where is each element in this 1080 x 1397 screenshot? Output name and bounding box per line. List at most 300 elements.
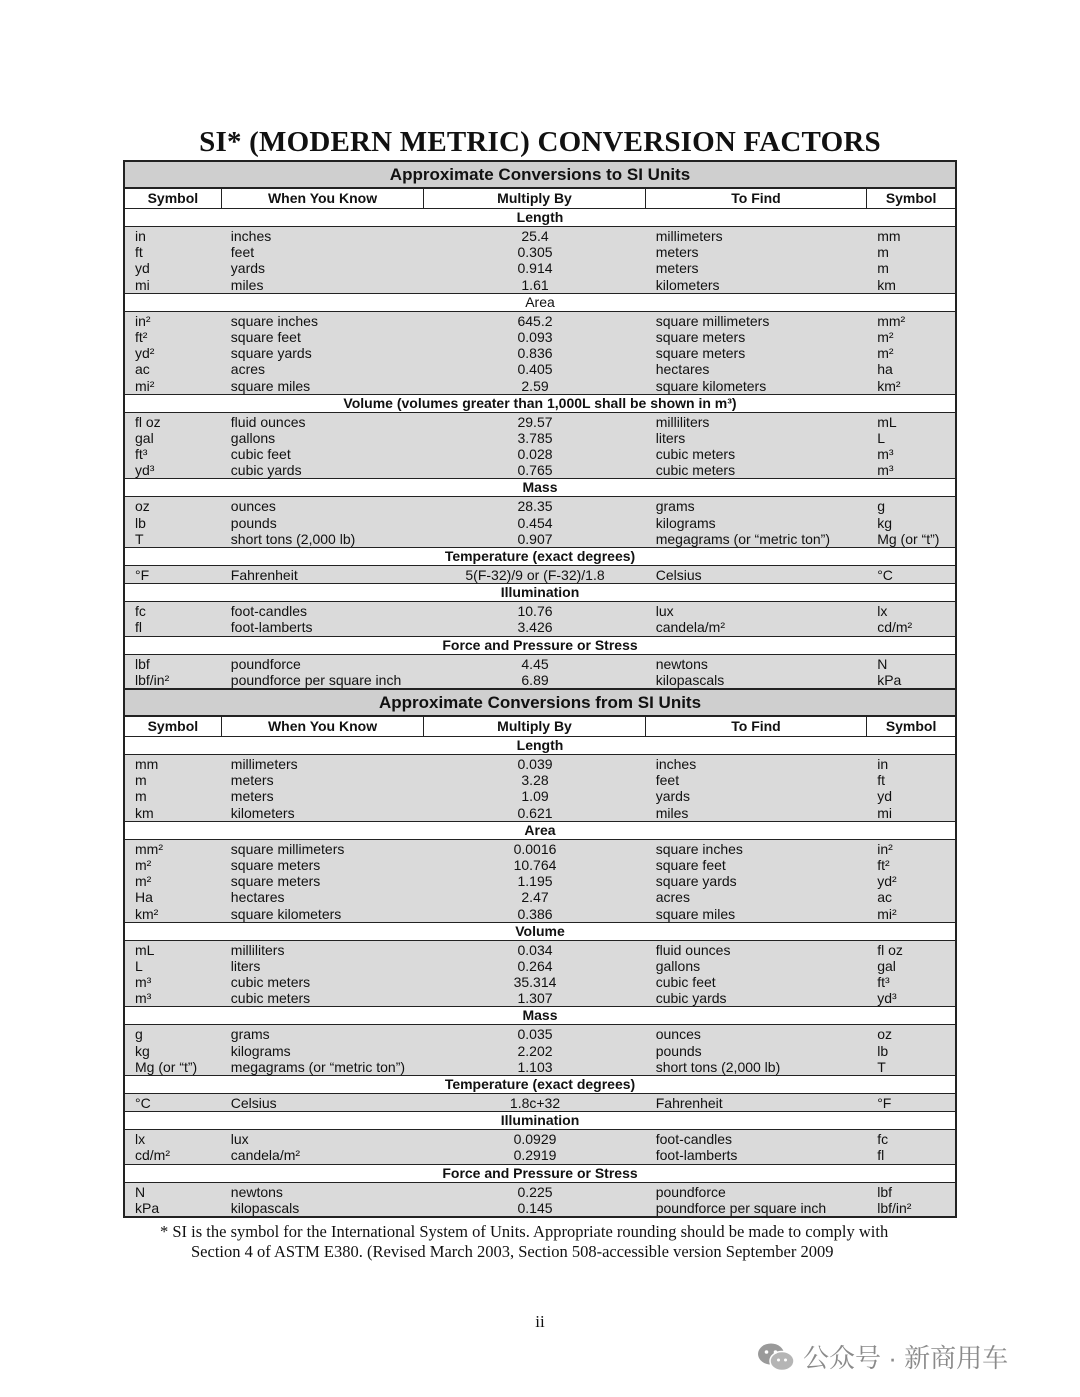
section-body bbox=[125, 1130, 955, 1164]
cell-symbol-result: m bbox=[877, 260, 889, 277]
table-banner: Approximate Conversions from SI Units bbox=[125, 690, 955, 717]
cell-to-find: foot-candles bbox=[655, 1131, 733, 1148]
cell-symbol-result: ft bbox=[877, 772, 885, 789]
cell-when-you-know: kilometers bbox=[230, 804, 295, 821]
cell-symbol: lx bbox=[135, 1131, 146, 1148]
cell-when-you-know: candela/m² bbox=[230, 1147, 301, 1164]
cell-to-find: kilometers bbox=[655, 276, 720, 293]
cell-symbol-result: lx bbox=[877, 603, 888, 620]
cell-symbol: g bbox=[135, 1026, 143, 1043]
cell-multiply-by: 0.028 bbox=[517, 446, 553, 463]
wechat-icon bbox=[757, 1342, 795, 1372]
cell-multiply-by: 1.307 bbox=[517, 990, 553, 1007]
cell-when-you-know: cubic feet bbox=[230, 446, 291, 463]
cell-when-you-know: square millimeters bbox=[230, 840, 345, 857]
cell-symbol-result: lb bbox=[877, 1042, 889, 1059]
cell-when-you-know: Celsius bbox=[230, 1095, 277, 1111]
cell-when-you-know: kilopascals bbox=[230, 1199, 300, 1216]
cell-symbol: fl oz bbox=[135, 413, 161, 430]
cell-symbol-result: m³ bbox=[877, 462, 894, 479]
cell-symbol-result: T bbox=[877, 1058, 886, 1075]
cell-to-find: newtons bbox=[655, 655, 708, 672]
column-header-row bbox=[125, 189, 955, 209]
cell-multiply-by: 0.405 bbox=[517, 361, 553, 378]
cell-when-you-know: square kilometers bbox=[230, 905, 342, 922]
cell-symbol: in² bbox=[135, 312, 151, 329]
conversion-table-to-si bbox=[123, 160, 957, 690]
cell-symbol: N bbox=[135, 1183, 146, 1200]
cell-to-find: poundforce per square inch bbox=[655, 1199, 827, 1216]
cell-multiply-by: 5(F-32)/9 or (F-32)/1.8 bbox=[465, 567, 605, 583]
cell-symbol: °C bbox=[135, 1095, 151, 1111]
cell-to-find: millimeters bbox=[655, 228, 723, 244]
cell-symbol: km bbox=[135, 804, 154, 821]
cell-symbol: ft³ bbox=[135, 446, 148, 463]
section-title: Force and Pressure or Stress bbox=[125, 637, 955, 655]
table-row bbox=[125, 531, 955, 547]
table-row bbox=[125, 990, 955, 1006]
cell-to-find: feet bbox=[655, 772, 680, 789]
cell-symbol: Ha bbox=[135, 889, 153, 906]
header-symbol-result: Symbol bbox=[885, 190, 937, 206]
cell-symbol-result: kPa bbox=[877, 671, 902, 688]
cell-symbol-result: m bbox=[877, 244, 889, 261]
cell-when-you-know: cubic yards bbox=[230, 462, 302, 479]
cell-symbol: fc bbox=[135, 603, 146, 620]
cell-when-you-know: ounces bbox=[230, 498, 276, 515]
cell-symbol: ft bbox=[135, 244, 143, 261]
cell-symbol-result: gal bbox=[877, 957, 896, 974]
cell-symbol-result: lbf/in² bbox=[877, 1199, 912, 1216]
cell-symbol-result: °F bbox=[877, 1095, 892, 1111]
cell-symbol: m bbox=[135, 788, 147, 805]
cell-to-find: liters bbox=[655, 429, 686, 446]
table-row bbox=[125, 414, 955, 430]
cell-symbol: °F bbox=[135, 567, 150, 583]
cell-when-you-know: square yards bbox=[230, 345, 312, 362]
cell-to-find: cubic meters bbox=[655, 446, 736, 463]
cell-multiply-by: 0.145 bbox=[517, 1199, 553, 1216]
cell-symbol-result: mi² bbox=[877, 905, 897, 922]
cell-symbol-result: mm² bbox=[877, 312, 906, 329]
cell-to-find: square millimeters bbox=[655, 312, 770, 329]
cell-to-find: meters bbox=[655, 260, 699, 277]
cell-multiply-by: 2.59 bbox=[521, 377, 549, 394]
cell-multiply-by: 0.621 bbox=[517, 804, 553, 821]
cell-when-you-know: miles bbox=[230, 276, 264, 293]
table-row bbox=[125, 378, 955, 394]
cell-to-find: square inches bbox=[655, 840, 743, 857]
cell-symbol-result: L bbox=[877, 429, 885, 446]
cell-symbol: in bbox=[135, 228, 146, 244]
section-body bbox=[125, 1025, 955, 1076]
cell-to-find: candela/m² bbox=[655, 619, 725, 636]
table-row bbox=[125, 1131, 955, 1147]
cell-symbol: gal bbox=[135, 429, 154, 446]
cell-multiply-by: 6.89 bbox=[521, 671, 549, 688]
table-row bbox=[125, 313, 955, 329]
table-row bbox=[125, 656, 955, 672]
cell-multiply-by: 0.034 bbox=[517, 941, 553, 958]
table-row bbox=[125, 345, 955, 361]
section-title: Force and Pressure or Stress bbox=[125, 1165, 955, 1183]
cell-symbol: mi² bbox=[135, 377, 155, 394]
header-multiply-by: Multiply By bbox=[424, 189, 645, 208]
cell-symbol-result: km bbox=[877, 276, 896, 293]
cell-symbol: ac bbox=[135, 361, 150, 378]
table-row bbox=[125, 1095, 955, 1111]
cell-multiply-by: 1.61 bbox=[521, 276, 549, 293]
cell-when-you-know: fluid ounces bbox=[230, 413, 306, 430]
section-body bbox=[125, 941, 955, 1008]
cell-when-you-know: square meters bbox=[230, 873, 321, 890]
cell-symbol: mL bbox=[135, 941, 155, 958]
cell-multiply-by: 1.09 bbox=[521, 788, 549, 805]
cell-symbol: ft² bbox=[135, 328, 148, 345]
cell-to-find: fluid ounces bbox=[655, 941, 731, 958]
cell-when-you-know: meters bbox=[230, 788, 274, 805]
cell-to-find: grams bbox=[655, 498, 695, 515]
cell-to-find: pounds bbox=[655, 1042, 702, 1059]
cell-to-find: gallons bbox=[655, 957, 701, 974]
cell-multiply-by: 4.45 bbox=[521, 655, 549, 672]
table-row bbox=[125, 873, 955, 889]
cell-when-you-know: megagrams (or “metric ton”) bbox=[230, 1058, 406, 1075]
section-body bbox=[125, 1094, 955, 1112]
cell-to-find: miles bbox=[655, 804, 689, 821]
header-symbol: Symbol bbox=[125, 717, 222, 736]
cell-symbol-result: in bbox=[877, 756, 889, 772]
section-title: Temperature (exact degrees) bbox=[125, 548, 955, 566]
cell-to-find: poundforce bbox=[655, 1183, 726, 1200]
table-row bbox=[125, 1200, 955, 1216]
cell-when-you-know: cubic meters bbox=[230, 974, 311, 991]
section-body bbox=[125, 312, 955, 395]
cell-symbol: m³ bbox=[135, 990, 152, 1007]
table-row bbox=[125, 772, 955, 788]
section-title: Mass bbox=[125, 479, 955, 497]
section-title: Illumination bbox=[125, 1112, 955, 1130]
cell-multiply-by: 0.039 bbox=[517, 756, 553, 772]
table-row bbox=[125, 1043, 955, 1059]
cell-to-find: cubic meters bbox=[655, 462, 736, 479]
cell-symbol-result: in² bbox=[877, 840, 893, 857]
table-row bbox=[125, 446, 955, 462]
table-row bbox=[125, 329, 955, 345]
table-row bbox=[125, 619, 955, 635]
cell-multiply-by: 28.35 bbox=[517, 498, 553, 515]
cell-symbol-result: ac bbox=[877, 889, 892, 906]
cell-to-find: square kilometers bbox=[655, 377, 767, 394]
header-to-find: To Find bbox=[646, 717, 867, 736]
cell-to-find: Celsius bbox=[655, 567, 702, 583]
cell-symbol-result: cd/m² bbox=[877, 619, 913, 636]
footnote bbox=[160, 1222, 960, 1262]
table-row bbox=[125, 672, 955, 688]
table-row bbox=[125, 958, 955, 974]
cell-symbol: cd/m² bbox=[135, 1147, 170, 1164]
cell-when-you-know: yards bbox=[230, 260, 266, 277]
cell-multiply-by: 1.195 bbox=[517, 873, 553, 890]
section-body bbox=[125, 655, 955, 688]
table-row bbox=[125, 567, 955, 583]
cell-symbol-result: mL bbox=[877, 413, 897, 430]
cell-when-you-know: grams bbox=[230, 1026, 270, 1043]
cell-when-you-know: poundforce bbox=[230, 655, 301, 672]
cell-when-you-know: square inches bbox=[230, 312, 318, 329]
table-row bbox=[125, 228, 955, 244]
cell-to-find: hectares bbox=[655, 361, 710, 378]
column-header-row bbox=[125, 717, 955, 737]
cell-to-find: meters bbox=[655, 244, 699, 261]
cell-symbol-result: N bbox=[877, 655, 888, 672]
cell-symbol-result: lbf bbox=[877, 1183, 892, 1200]
header-when-you-know: When You Know bbox=[222, 717, 425, 736]
cell-symbol: lbf bbox=[135, 655, 150, 672]
section-body bbox=[125, 227, 955, 294]
table-row bbox=[125, 430, 955, 446]
cell-multiply-by: 0.2919 bbox=[513, 1147, 557, 1164]
cell-to-find: acres bbox=[655, 889, 690, 906]
cell-when-you-know: square miles bbox=[230, 377, 311, 394]
cell-symbol: m bbox=[135, 772, 147, 789]
cell-when-you-know: gallons bbox=[230, 429, 276, 446]
section-title: Length bbox=[125, 209, 955, 227]
page-title: SI* (MODERN METRIC) CONVERSION FACTORS bbox=[199, 126, 881, 158]
cell-symbol: mi bbox=[135, 276, 150, 293]
section-body bbox=[125, 602, 955, 636]
cell-symbol-result: yd² bbox=[877, 873, 897, 890]
cell-symbol: m² bbox=[135, 873, 152, 890]
cell-to-find: yards bbox=[655, 788, 690, 805]
cell-when-you-know: foot-lamberts bbox=[230, 619, 313, 636]
table-row bbox=[125, 974, 955, 990]
table-row bbox=[125, 244, 955, 260]
section-body bbox=[125, 1183, 955, 1216]
header-multiply-by: Multiply By bbox=[424, 717, 645, 736]
cell-symbol-result: ft² bbox=[877, 856, 890, 873]
table-row bbox=[125, 260, 955, 276]
section-title: Mass bbox=[125, 1007, 955, 1025]
table-row bbox=[125, 857, 955, 873]
cell-to-find: short tons (2,000 lb) bbox=[655, 1058, 781, 1075]
section-body bbox=[125, 755, 955, 822]
table-row bbox=[125, 1026, 955, 1042]
cell-multiply-by: 10.76 bbox=[517, 603, 553, 620]
cell-symbol-result: kg bbox=[877, 514, 892, 531]
footnote-line-1: * SI is the symbol for the International System of Units. Appropriate rounding should be made to comply with bbox=[160, 1222, 889, 1241]
cell-multiply-by: 0.0016 bbox=[513, 840, 557, 857]
cell-multiply-by: 645.2 bbox=[517, 312, 553, 329]
cell-symbol-result: yd³ bbox=[877, 990, 897, 1007]
cell-symbol-result: fc bbox=[877, 1131, 889, 1148]
cell-when-you-know: liters bbox=[230, 957, 261, 974]
cell-when-you-know: milliliters bbox=[230, 941, 285, 958]
section-title: Temperature (exact degrees) bbox=[125, 1076, 955, 1094]
section-body bbox=[125, 840, 955, 923]
header-symbol: Symbol bbox=[125, 189, 222, 208]
cell-multiply-by: 0.914 bbox=[517, 260, 553, 277]
section-title: Area bbox=[125, 822, 955, 840]
cell-symbol: yd³ bbox=[135, 462, 155, 479]
table-row bbox=[125, 515, 955, 531]
cell-when-you-know: short tons (2,000 lb) bbox=[230, 530, 356, 547]
watermark-text: 公众号 · 新商用车 bbox=[803, 1343, 1009, 1373]
table-row bbox=[125, 906, 955, 922]
cell-to-find: square miles bbox=[655, 905, 736, 922]
cell-when-you-know: feet bbox=[230, 244, 255, 261]
section-body bbox=[125, 497, 955, 548]
cell-multiply-by: 0.907 bbox=[517, 530, 553, 547]
cell-symbol-result: m² bbox=[877, 345, 894, 362]
table-row bbox=[125, 361, 955, 377]
table-row bbox=[125, 498, 955, 514]
cell-symbol-result: fl bbox=[877, 1147, 885, 1164]
footnote-line-2: Section 4 of ASTM E380. (Revised March 2003, Section 508-accessible version September 2009 bbox=[191, 1242, 834, 1261]
cell-symbol: lbf/in² bbox=[135, 671, 170, 688]
cell-multiply-by: 1.8c+32 bbox=[509, 1095, 561, 1111]
cell-multiply-by: 0.765 bbox=[517, 462, 553, 479]
cell-symbol: lb bbox=[135, 514, 146, 531]
table-row bbox=[125, 603, 955, 619]
cell-multiply-by: 3.426 bbox=[517, 619, 553, 636]
cell-when-you-know: millimeters bbox=[230, 756, 298, 772]
table-row bbox=[125, 1184, 955, 1200]
cell-symbol-result: m² bbox=[877, 328, 894, 345]
cell-when-you-know: acres bbox=[230, 361, 266, 378]
cell-to-find: Fahrenheit bbox=[655, 1095, 723, 1111]
cell-multiply-by: 3.785 bbox=[517, 429, 553, 446]
cell-to-find: square feet bbox=[655, 856, 726, 873]
cell-symbol: yd bbox=[135, 260, 150, 277]
cell-symbol: kPa bbox=[135, 1199, 160, 1216]
cell-symbol-result: yd bbox=[877, 788, 892, 805]
cell-multiply-by: 10.764 bbox=[513, 856, 557, 873]
cell-when-you-know: foot-candles bbox=[230, 603, 308, 620]
cell-to-find: lux bbox=[655, 603, 674, 620]
cell-when-you-know: pounds bbox=[230, 514, 277, 531]
cell-to-find: kilograms bbox=[655, 514, 716, 531]
page-number: ii bbox=[535, 1312, 545, 1331]
cell-multiply-by: 0.454 bbox=[517, 514, 553, 531]
cell-when-you-know: newtons bbox=[230, 1183, 283, 1200]
cell-multiply-by: 0.0929 bbox=[513, 1131, 557, 1148]
cell-multiply-by: 0.093 bbox=[517, 328, 553, 345]
section-body bbox=[125, 566, 955, 584]
cell-multiply-by: 25.4 bbox=[521, 228, 549, 244]
cell-symbol-result: mm bbox=[877, 228, 901, 244]
table-row bbox=[125, 805, 955, 821]
cell-when-you-know: inches bbox=[230, 228, 272, 244]
section-title: Volume bbox=[125, 923, 955, 941]
cell-when-you-know: poundforce per square inch bbox=[230, 671, 402, 688]
cell-to-find: foot-lamberts bbox=[655, 1147, 738, 1164]
cell-to-find: kilopascals bbox=[655, 671, 725, 688]
cell-symbol: km² bbox=[135, 905, 159, 922]
cell-when-you-know: kilograms bbox=[230, 1042, 291, 1059]
cell-multiply-by: 0.035 bbox=[517, 1026, 553, 1043]
cell-symbol-result: ha bbox=[877, 361, 893, 378]
section-title: Volume (volumes greater than 1,000L shall be shown in m³) bbox=[125, 395, 955, 413]
cell-multiply-by: 0.836 bbox=[517, 345, 553, 362]
cell-multiply-by: 3.28 bbox=[521, 772, 549, 789]
cell-multiply-by: 0.305 bbox=[517, 244, 553, 261]
cell-symbol: oz bbox=[135, 498, 150, 515]
cell-multiply-by: 2.202 bbox=[517, 1042, 553, 1059]
cell-when-you-know: Fahrenheit bbox=[230, 567, 298, 583]
cell-symbol-result: °C bbox=[877, 567, 893, 583]
cell-symbol-result: km² bbox=[877, 377, 901, 394]
cell-symbol-result: g bbox=[877, 498, 885, 515]
cell-multiply-by: 35.314 bbox=[513, 974, 557, 991]
section-title: Length bbox=[125, 737, 955, 755]
cell-when-you-know: square feet bbox=[230, 328, 301, 345]
cell-symbol: m² bbox=[135, 856, 152, 873]
cell-to-find: square meters bbox=[655, 328, 746, 345]
cell-symbol: mm bbox=[135, 756, 159, 772]
header-to-find: To Find bbox=[646, 189, 867, 208]
cell-symbol: kg bbox=[135, 1042, 150, 1059]
cell-when-you-know: hectares bbox=[230, 889, 285, 906]
cell-symbol: mm² bbox=[135, 840, 163, 857]
table-row bbox=[125, 788, 955, 804]
cell-multiply-by: 2.47 bbox=[521, 889, 549, 906]
cell-multiply-by: 29.57 bbox=[517, 413, 553, 430]
cell-multiply-by: 0.225 bbox=[517, 1183, 553, 1200]
cell-symbol: m³ bbox=[135, 974, 152, 991]
table-row bbox=[125, 462, 955, 478]
cell-to-find: megagrams (or “metric ton”) bbox=[655, 530, 830, 547]
cell-symbol: yd² bbox=[135, 345, 155, 362]
cell-to-find: cubic yards bbox=[655, 990, 727, 1007]
cell-symbol-result: oz bbox=[877, 1026, 892, 1043]
table-row bbox=[125, 841, 955, 857]
conversion-table-from-si bbox=[123, 688, 957, 1218]
cell-symbol-result: Mg (or “t”) bbox=[877, 530, 940, 547]
table-row bbox=[125, 1059, 955, 1075]
cell-to-find: cubic feet bbox=[655, 974, 716, 991]
table-row bbox=[125, 756, 955, 772]
table-banner: Approximate Conversions to SI Units bbox=[125, 162, 955, 189]
header-when-you-know: When You Know bbox=[222, 189, 425, 208]
cell-to-find: milliliters bbox=[655, 413, 710, 430]
cell-when-you-know: lux bbox=[230, 1131, 249, 1148]
section-title: Illumination bbox=[125, 584, 955, 602]
table-row bbox=[125, 1147, 955, 1163]
cell-symbol: T bbox=[135, 530, 144, 547]
cell-when-you-know: square meters bbox=[230, 856, 321, 873]
cell-to-find: ounces bbox=[655, 1026, 701, 1043]
cell-symbol: L bbox=[135, 957, 143, 974]
table-row bbox=[125, 889, 955, 905]
table-row bbox=[125, 942, 955, 958]
cell-symbol-result: fl oz bbox=[877, 941, 903, 958]
cell-to-find: square yards bbox=[655, 873, 737, 890]
section-title: Area bbox=[125, 294, 955, 312]
cell-multiply-by: 0.264 bbox=[517, 957, 553, 974]
cell-multiply-by: 0.386 bbox=[517, 905, 553, 922]
cell-symbol-result: mi bbox=[877, 804, 892, 821]
cell-to-find: inches bbox=[655, 756, 697, 772]
cell-multiply-by: 1.103 bbox=[517, 1058, 553, 1075]
cell-symbol-result: m³ bbox=[877, 446, 894, 463]
cell-to-find: square meters bbox=[655, 345, 746, 362]
cell-symbol-result: ft³ bbox=[877, 974, 890, 991]
cell-when-you-know: cubic meters bbox=[230, 990, 311, 1007]
section-body bbox=[125, 413, 955, 480]
table-row bbox=[125, 277, 955, 293]
watermark bbox=[757, 1338, 1008, 1375]
